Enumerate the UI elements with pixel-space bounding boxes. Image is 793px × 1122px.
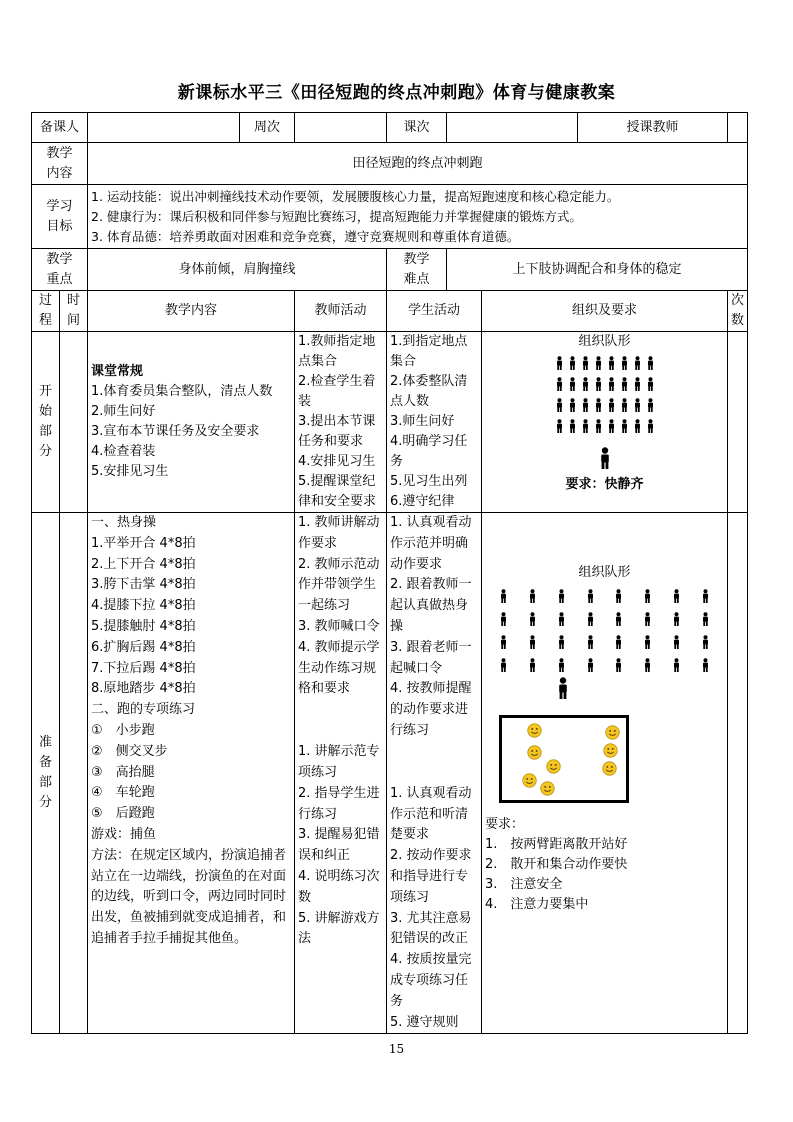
prep-org-requirements (485, 815, 724, 915)
person-icon (581, 419, 590, 433)
start-count (728, 332, 748, 513)
start-teacher (295, 332, 387, 513)
list-item: 1. 讲解示范专项练习 (298, 744, 380, 780)
col-count: 次 数 (728, 291, 748, 332)
list-item: 2. 按动作要求和指导进行专项练习 (390, 848, 472, 905)
list-item: 2.检查学生着装 (298, 374, 376, 409)
list-item: 1. 教师讲解动作要求 (298, 515, 380, 551)
smiley-icon (546, 759, 561, 774)
list-item: 7.下拉后踢 4*8拍 (91, 660, 196, 676)
prep-formation (489, 589, 720, 672)
page-number: 15 (388, 1042, 405, 1056)
start-content-heading: 课堂常规 (91, 364, 144, 379)
list-item: 6.扩胸后踢 4*8拍 (91, 639, 196, 655)
smiley-icon (603, 743, 618, 758)
prep-org-req-label: 要求： (485, 817, 525, 832)
instructor-label: 授课教师 (578, 113, 728, 143)
person-icon (646, 419, 655, 433)
person-icon (581, 356, 590, 370)
teacher-icon (557, 677, 569, 699)
person-icon (643, 612, 652, 626)
list-item: ⑤ 后蹬跑 (91, 806, 155, 822)
objective-item: 1. 运动技能：说出冲刺撞线技术动作要领，发展腰腹核心力量，提高短跑速度和核心稳定能力。 (91, 188, 620, 204)
person-icon (633, 398, 642, 412)
person-icon (614, 635, 623, 649)
list-item: 2. 散开和集合动作要快 (485, 857, 628, 872)
list-item: 5. 讲解游戏方法 (298, 910, 380, 947)
prep-time (60, 513, 88, 1034)
person-icon (607, 377, 616, 391)
person-icon (643, 658, 652, 672)
start-student (387, 332, 482, 513)
page-title: 新课标水平三《田径短跑的终点冲刺跑》体育与健康教案 (177, 83, 616, 103)
start-org (482, 332, 728, 513)
list-item: ① 小步跑 (91, 722, 155, 738)
list-item: 1.平举开合 4*8拍 (91, 535, 196, 551)
start-content (88, 332, 295, 513)
list-item: 3. 教师喊口令 (298, 618, 380, 634)
list-item: 3.提出本节课任务和要求 (298, 414, 376, 449)
person-icon (528, 589, 537, 603)
person-icon (672, 589, 681, 603)
person-icon (528, 658, 537, 672)
col-teacher: 教师活动 (295, 291, 387, 332)
key-points-value: 身体前倾，肩胸撞线 (88, 249, 387, 291)
list-item: 1.教师指定地点集合 (298, 334, 376, 369)
person-icon (557, 612, 566, 626)
person-icon (607, 356, 616, 370)
person-icon (555, 377, 564, 391)
person-icon (620, 356, 629, 370)
prep-org-title: 组织队形 (578, 565, 631, 580)
person-icon (646, 398, 655, 412)
list-item: 3.胯下击掌 4*8拍 (91, 577, 196, 593)
person-icon (646, 356, 655, 370)
difficulty-label: 教学 难点 (387, 249, 447, 291)
list-item: 3. 提醒易犯错误和纠正 (298, 827, 380, 864)
person-icon (672, 658, 681, 672)
person-icon (672, 635, 681, 649)
start-teacher-position (485, 447, 724, 469)
list-item: 4. 说明练习次数 (298, 868, 380, 905)
start-label-text: 开 始 部 分 (38, 384, 52, 459)
person-icon (499, 635, 508, 649)
list-item: 1. 认真观看动作示范并明确动作要求 (390, 515, 472, 572)
list-item: 1.体育委员集合整队，清点人数 (91, 384, 273, 399)
person-icon (594, 356, 603, 370)
list-item: 1. 按两臂距离散开站好 (485, 837, 628, 852)
list-item: 1. 认真观看动作示范和听清楚要求 (390, 785, 472, 843)
smiley-icon (522, 773, 537, 788)
list-item: 4. 按教师提醒的动作要求进行练习 (390, 681, 472, 738)
prep-label (32, 513, 60, 1034)
person-icon (586, 635, 595, 649)
person-icon (701, 589, 710, 603)
lesson-value (447, 113, 578, 143)
week-label: 周次 (240, 113, 295, 143)
prep-count (728, 513, 748, 1034)
person-icon (701, 658, 710, 672)
list-item: 5.提膝触肘 4*8拍 (91, 618, 196, 634)
list-item: 2.师生问好 (91, 404, 156, 419)
person-icon (607, 398, 616, 412)
list-item: 4. 按质按量完成专项练习任务 (390, 952, 472, 1009)
list-item: 4.检查着装 (91, 444, 156, 459)
person-icon (594, 398, 603, 412)
person-icon (581, 398, 590, 412)
list-item: 5.提醒课堂纪律和安全要求 (298, 474, 377, 509)
list-item: 二、跑的专项练习 (91, 702, 196, 718)
col-content: 教学内容 (88, 291, 295, 332)
lesson-plan-table (31, 112, 748, 1034)
start-org-requirement: 要求：快静齐 (565, 477, 644, 492)
list-item: ② 侧交叉步 (91, 743, 168, 759)
prep-student (387, 513, 482, 1034)
key-points-label: 教学 重点 (32, 249, 88, 291)
person-icon (701, 612, 710, 626)
person-icon (633, 377, 642, 391)
col-student: 学生活动 (387, 291, 482, 332)
person-icon (607, 419, 616, 433)
list-item: 1.到指定地点集合 (390, 334, 468, 369)
person-icon (568, 356, 577, 370)
person-icon (499, 612, 508, 626)
smiley-icon (602, 761, 617, 776)
person-icon (633, 419, 642, 433)
instructor-value (728, 113, 748, 143)
list-item: 4.提膝下拉 4*8拍 (91, 598, 196, 614)
list-item: 8.原地踏步 4*8拍 (91, 681, 196, 697)
list-item: ④ 车轮跑 (91, 785, 155, 801)
person-icon (620, 419, 629, 433)
content-value: 田径短跑的终点冲刺跑 (88, 143, 748, 185)
list-item: 2.体委整队清点人数 (390, 374, 468, 409)
list-item: 2.上下开合 4*8拍 (91, 556, 196, 572)
list-item: 游戏：捕鱼 (91, 826, 157, 842)
teacher-label: 备课人 (32, 113, 88, 143)
person-icon (568, 377, 577, 391)
person-icon (646, 377, 655, 391)
person-icon (594, 419, 603, 433)
list-item: 3. 跟着老师一起喊口令 (390, 639, 472, 676)
list-item: 2. 教师示范动作并带领学生一起练习 (298, 556, 380, 614)
person-icon (643, 589, 652, 603)
prep-org (482, 513, 728, 1034)
person-icon (614, 589, 623, 603)
person-icon (672, 612, 681, 626)
lesson-label: 课次 (387, 113, 447, 143)
col-process: 过 程 (32, 291, 60, 332)
person-icon (620, 398, 629, 412)
person-icon (555, 419, 564, 433)
person-icon (620, 377, 629, 391)
difficulty-value: 上下肢协调配合和身体的稳定 (447, 249, 748, 291)
list-item: 2. 指导学生进行练习 (298, 785, 380, 822)
col-org: 组织及要求 (482, 291, 728, 332)
list-item: 4.明确学习任务 (390, 434, 468, 469)
list-item: 3. 尤其注意易犯错误的改正 (390, 910, 472, 947)
list-item: 3.师生问好 (390, 414, 455, 429)
person-icon (586, 658, 595, 672)
smiley-icon (540, 781, 555, 796)
list-item: 5.安排见习生 (91, 464, 169, 479)
person-icon (586, 589, 595, 603)
start-time (60, 332, 88, 513)
game-method: 方法：在规定区域内，扮演追捕者站立在一边端线，扮演鱼的在对面的边线，听到口令，两边同时同时出发，鱼被捕到就变成追捕者，和追捕者手拉手捕捉其他鱼。 (91, 847, 287, 946)
list-item: 6.遵守纪律 (390, 494, 455, 509)
person-icon (568, 419, 577, 433)
content-label: 教学 内容 (32, 143, 88, 185)
list-item: 5.见习生出列 (390, 474, 468, 489)
list-item: 3. 注意安全 (485, 877, 563, 892)
person-icon (528, 635, 537, 649)
list-item: 2. 跟着教师一起认真做热身操 (390, 577, 472, 634)
start-formation (485, 356, 724, 433)
prep-label-text: 准 备 部 分 (38, 735, 52, 811)
person-icon (528, 612, 537, 626)
prep-teacher-position (557, 677, 569, 706)
col-time: 时 间 (60, 291, 88, 332)
prep-teacher (295, 513, 387, 1034)
objectives-list (88, 185, 748, 249)
list-item: 4. 教师提示学生动作练习规格和要求 (298, 639, 380, 697)
start-org-title: 组织队形 (578, 334, 631, 349)
person-icon (555, 356, 564, 370)
person-icon (557, 635, 566, 649)
smiley-icon (527, 723, 542, 738)
list-item: 一、热身操 (91, 515, 157, 530)
objectives-label: 学习 目标 (32, 185, 88, 249)
person-icon (499, 658, 508, 672)
list-item: ③ 高抬腿 (91, 764, 155, 780)
person-icon (586, 612, 595, 626)
objective-item: 2. 健康行为：课后积极和同伴参与短跑比赛练习，提高短跑能力并掌握健康的锻炼方式。 (91, 208, 582, 224)
teacher-icon (599, 447, 611, 469)
person-icon (614, 612, 623, 626)
smiley-icon (605, 725, 620, 740)
start-label (32, 332, 60, 513)
person-icon (499, 589, 508, 603)
person-icon (633, 356, 642, 370)
person-icon (701, 635, 710, 649)
prep-content (88, 513, 295, 1034)
list-item: 5. 遵守规则 (390, 1014, 459, 1030)
person-icon (614, 658, 623, 672)
person-icon (581, 377, 590, 391)
person-icon (557, 589, 566, 603)
person-icon (555, 398, 564, 412)
objective-item: 3. 体育品德：培养勇敢面对困难和竞争竞赛，遵守竞赛规则和尊重体育道德。 (91, 228, 520, 244)
list-item: 4.安排见习生 (298, 454, 376, 469)
teacher-value (88, 113, 240, 143)
person-icon (557, 658, 566, 672)
smiley-icon (527, 745, 542, 760)
person-icon (568, 398, 577, 412)
week-value (295, 113, 387, 143)
list-item: 3.宣布本节课任务及安全要求 (91, 424, 260, 439)
person-icon (594, 377, 603, 391)
list-item: 4. 注意力要集中 (485, 897, 589, 912)
person-icon (643, 635, 652, 649)
